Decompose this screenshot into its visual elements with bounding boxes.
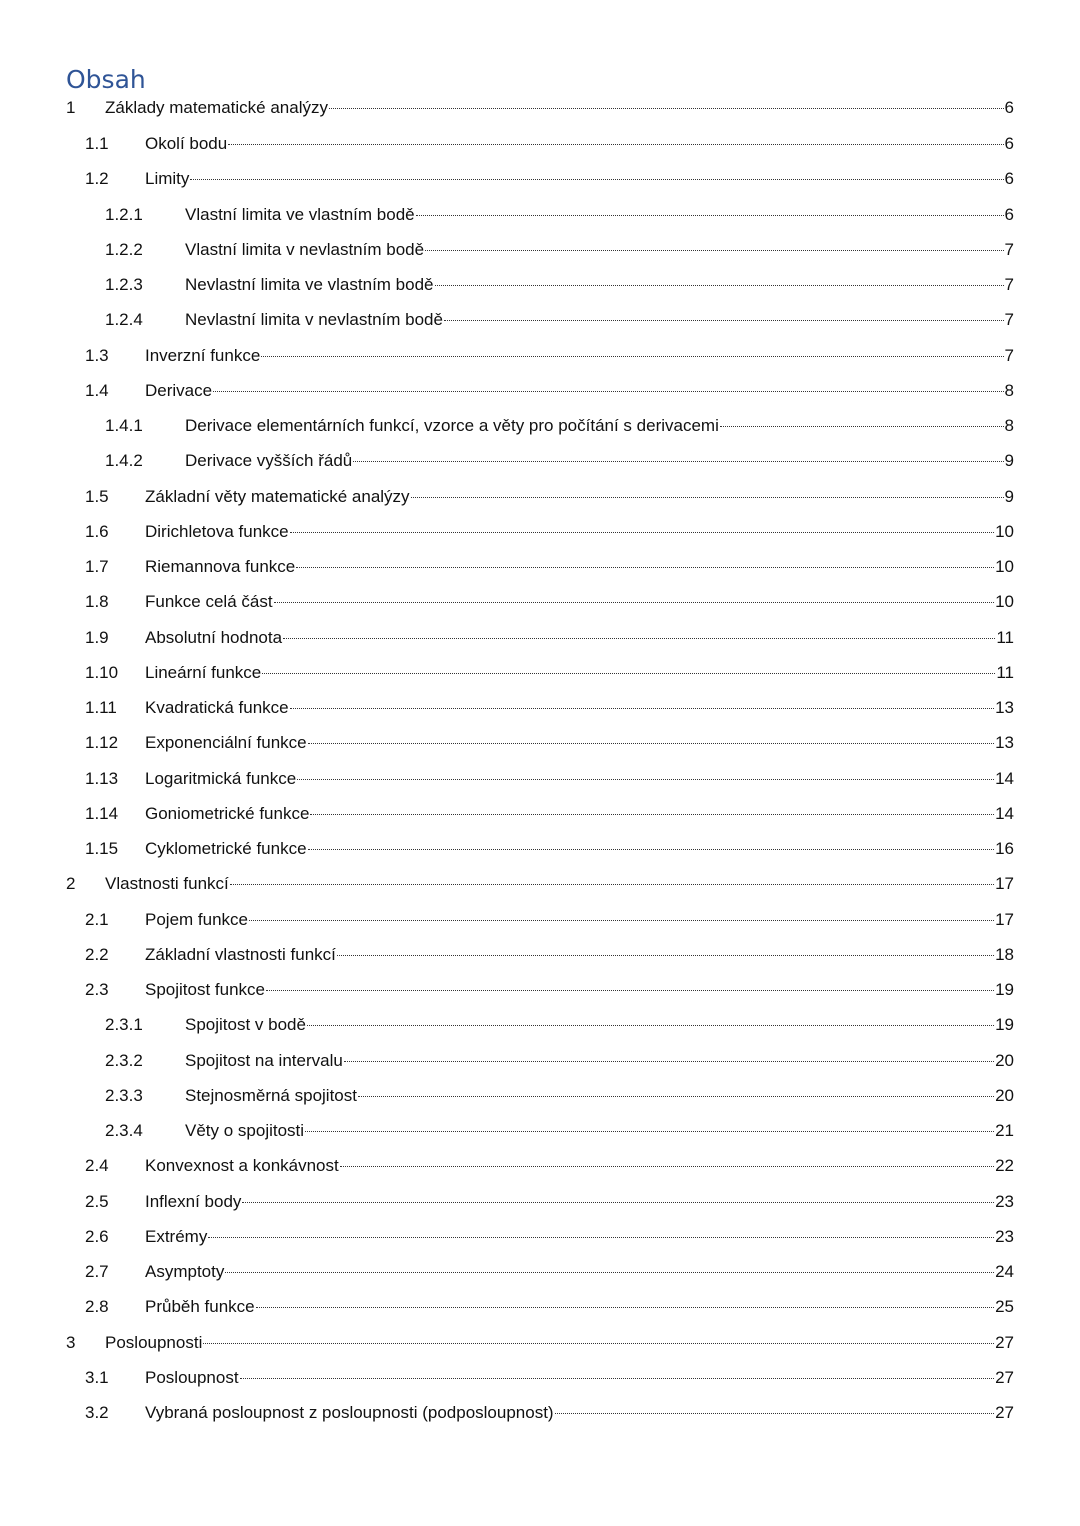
toc-entry-page-number: 17 [995,874,1014,894]
toc-entry-page-number: 6 [1004,204,1014,224]
toc-entry-number: 2.4 [85,1156,109,1176]
toc-entry-2-3-2[interactable] [66,1051,1014,1086]
toc-entry-number: 1.2.2 [105,239,143,259]
toc-entry-number: 1.10 [85,662,119,682]
dot-leader [290,707,994,709]
toc-entry-label: Cyklometrické funkce [145,839,307,858]
toc-entry-label: Vybraná posloupnost z posloupnosti (podposloupnost) [145,1403,554,1422]
dot-leader [353,460,1003,462]
toc-entry-number: 1.2 [85,169,109,189]
toc-entry-1-8[interactable] [66,592,1014,627]
toc-entry-page-number: 20 [995,1050,1014,1070]
toc-entry-page-number: 20 [995,1085,1014,1105]
toc-entry-page-number: 18 [995,944,1014,964]
dot-leader [225,1271,994,1273]
toc-entry-1-2-3[interactable] [66,275,1014,310]
toc-entry-label: Funkce celá část [145,592,273,612]
toc-entry-page-number: 7 [1004,275,1014,294]
toc-entry-number: 1.5 [85,486,109,506]
toc-entry-page-number: 24 [995,1262,1014,1281]
toc-entry-1-3[interactable] [66,346,1014,381]
toc-entry-number: 1.6 [85,521,109,541]
toc-entry-number: 1.4 [85,380,109,400]
toc-entry-page-number: 10 [995,521,1014,541]
dot-leader [308,742,994,744]
dot-leader [274,601,995,603]
toc-entry-page-number: 7 [1004,310,1014,330]
toc-entry-number: 1.13 [85,768,119,788]
toc-entry-page-number: 6 [1004,98,1014,117]
toc-entry-label: Průběh funkce [145,1297,255,1317]
toc-entry-label: Goniometrické funkce [145,803,310,823]
dot-leader [329,107,1004,109]
toc-entry-page-number: 9 [1004,486,1014,506]
toc-entry-1-11[interactable] [66,698,1014,733]
toc-entry-page-number: 6 [1004,134,1014,153]
dot-leader [266,989,994,991]
toc-entry-label: Inverzní funkce [145,345,261,365]
dot-leader [297,778,994,780]
toc-entry-label: Spojitost funkce [145,980,266,999]
toc-entry-label: Derivace elementárních funkcí, vzorce a věty pro počítání s derivacemi [185,416,719,435]
toc-entry-number: 2.8 [85,1297,109,1317]
toc-entry-label: Konvexnost a konkávnost [145,1156,339,1176]
toc-entry-number: 1.4.2 [105,451,143,471]
toc-list [66,98,1014,1438]
toc-entry-label: Posloupnost [145,1367,239,1387]
dot-leader [256,1306,994,1308]
toc-entry-1-4-2[interactable] [66,451,1014,486]
toc-entry-number: 1.11 [85,698,117,717]
dot-leader [340,1165,994,1167]
toc-entry-label: Okolí bodu [145,134,228,153]
toc-entry-label: Derivace [145,380,213,400]
dot-leader [310,813,994,815]
toc-entry-number: 2.3.4 [105,1121,143,1140]
dot-leader [249,919,994,921]
toc-entry-number: 2.3.3 [105,1085,143,1105]
toc-entry-label: Pojem funkce [145,909,248,929]
toc-entry-label: Posloupnosti [105,1332,203,1352]
document-page [66,62,1014,1438]
toc-title: Obsah [66,65,146,94]
toc-entry-label: Limity [145,169,190,189]
toc-entry-2-2[interactable] [66,945,1014,980]
toc-entry-1-1[interactable] [66,134,1014,169]
toc-entry-page-number: 16 [995,839,1014,858]
toc-entry-1-10[interactable] [66,663,1014,698]
toc-entry-page-number: 10 [995,592,1014,612]
toc-entry-label: Asymptoty [145,1262,225,1281]
toc-entry-number: 3.2 [85,1403,109,1422]
toc-entry-1-4-1[interactable] [66,416,1014,451]
toc-entry-page-number: 13 [995,733,1014,753]
toc-entry-label: Inflexní body [145,1191,242,1211]
toc-entry-number: 1.12 [85,733,119,753]
toc-entry-1-5[interactable] [66,487,1014,522]
toc-entry-1-13[interactable] [66,769,1014,804]
dot-leader [190,178,1003,180]
toc-entry-1-7[interactable] [66,557,1014,592]
toc-entry-page-number: 11 [996,662,1014,682]
toc-entry-page-number: 8 [1004,380,1014,400]
toc-entry-page-number: 14 [995,803,1014,823]
dot-leader [208,1236,994,1238]
toc-entry-1-14[interactable] [66,804,1014,839]
toc-entry-2-3-1[interactable] [66,1015,1014,1050]
toc-entry-label: Vlastní limita ve vlastním bodě [185,204,415,224]
dot-leader [203,1342,994,1344]
toc-entry-label: Extrémy [145,1226,208,1246]
toc-entry-1-2-4[interactable] [66,310,1014,345]
dot-leader [308,848,995,850]
toc-entry-number: 2.7 [85,1262,109,1281]
toc-entry-page-number: 27 [995,1403,1014,1422]
toc-entry-1-4[interactable] [66,381,1014,416]
toc-entry-number: 3.1 [85,1367,109,1387]
toc-entry-page-number: 27 [995,1367,1014,1387]
dot-leader [416,214,1004,216]
toc-entry-2-5[interactable] [66,1192,1014,1227]
toc-entry-number: 1.2.3 [105,275,143,294]
toc-entry-1-9[interactable] [66,628,1014,663]
toc-entry-label: Absolutní hodnota [145,627,283,647]
toc-entry-page-number: 14 [995,768,1014,788]
toc-entry-1-2-1[interactable] [66,205,1014,240]
dot-leader [337,954,994,956]
toc-entry-2-3-3[interactable] [66,1086,1014,1121]
toc-entry-page-number: 22 [995,1156,1014,1176]
toc-entry-label: Kvadratická funkce [145,698,289,717]
toc-entry-2-3[interactable] [66,980,1014,1015]
dot-leader [213,390,1003,392]
toc-entry-label: Spojitost v bodě [185,1015,306,1035]
toc-entry-number: 1.4.1 [105,416,143,435]
toc-entry-label: Základy matematické analýzy [105,98,328,117]
dot-leader [262,672,995,674]
dot-leader [240,1377,995,1379]
toc-entry-number: 2.1 [85,909,109,929]
dot-leader [720,425,1004,427]
toc-entry-number: 1.9 [85,627,109,647]
toc-entry-3-2[interactable] [66,1403,1014,1438]
dot-leader [290,531,994,533]
toc-entry-page-number: 13 [995,698,1014,717]
toc-entry-page-number: 10 [995,557,1014,576]
toc-entry-number: 1 [66,98,76,117]
toc-entry-number: 1.2.4 [105,310,143,330]
dot-leader [358,1095,994,1097]
toc-entry-page-number: 17 [995,909,1014,929]
toc-entry-page-number: 7 [1004,345,1014,365]
dot-leader [344,1060,994,1062]
toc-entry-label: Derivace vyšších řádů [185,451,353,471]
toc-entry-page-number: 23 [995,1191,1014,1211]
toc-entry-number: 2 [66,874,76,894]
toc-entry-1[interactable] [66,98,1014,134]
toc-entry-number: 1.8 [85,592,109,612]
toc-entry-label: Nevlastní limita v nevlastním bodě [185,310,443,330]
toc-entry-label: Věty o spojitosti [185,1121,305,1140]
dot-leader [283,637,995,639]
toc-entry-2-7[interactable] [66,1262,1014,1297]
toc-entry-label: Dirichletova funkce [145,521,289,541]
toc-entry-number: 2.3.2 [105,1050,143,1070]
toc-entry-label: Logaritmická funkce [145,768,297,788]
dot-leader [305,1130,994,1132]
dot-leader [411,496,1004,498]
toc-entry-page-number: 9 [1004,451,1014,471]
dot-leader [230,883,994,885]
toc-entry-number: 2.5 [85,1191,109,1211]
dot-leader [555,1412,994,1414]
toc-entry-page-number: 19 [995,980,1014,999]
toc-entry-label: Základní vlastnosti funkcí [145,944,336,964]
toc-entry-label: Stejnosměrná spojitost [185,1085,357,1105]
toc-entry-label: Vlastnosti funkcí [105,874,229,894]
toc-entry-label: Základní věty matematické analýzy [145,486,410,506]
toc-entry-1-15[interactable] [66,839,1014,874]
toc-entry-label: Nevlastní limita ve vlastním bodě [185,275,434,294]
toc-entry-page-number: 7 [1004,239,1014,259]
toc-entry-label: Riemannova funkce [145,557,296,576]
toc-entry-3-1[interactable] [66,1368,1014,1403]
toc-entry-page-number: 11 [996,627,1014,647]
toc-entry-1-6[interactable] [66,522,1014,557]
toc-entry-page-number: 19 [995,1015,1014,1035]
toc-entry-label: Spojitost na intervalu [185,1050,343,1070]
toc-entry-2-1[interactable] [66,910,1014,945]
dot-leader [435,284,1004,286]
toc-entry-number: 2.2 [85,944,109,964]
dot-leader [425,249,1003,251]
toc-entry-number: 1.14 [85,803,119,823]
dot-leader [444,319,1004,321]
dot-leader [296,566,994,568]
toc-entry-page-number: 25 [995,1297,1014,1317]
toc-entry-2-8[interactable] [66,1297,1014,1332]
toc-entry-1-2-2[interactable] [66,240,1014,275]
toc-entry-number: 1.7 [85,557,109,576]
toc-entry-number: 1.2.1 [105,204,143,224]
toc-entry-number: 1.1 [85,134,109,153]
dot-leader [228,143,1003,145]
toc-entry-number: 2.6 [85,1226,109,1246]
toc-entry-page-number: 27 [995,1332,1014,1352]
toc-entry-page-number: 6 [1004,169,1014,189]
toc-entry-number: 3 [66,1332,76,1352]
toc-entry-label: Vlastní limita v nevlastním bodě [185,239,425,259]
toc-entry-page-number: 21 [995,1121,1014,1140]
toc-entry-number: 1.3 [85,345,109,365]
toc-entry-2-6[interactable] [66,1227,1014,1262]
toc-entry-page-number: 23 [995,1226,1014,1246]
toc-entry-3[interactable] [66,1333,1014,1368]
toc-entry-number: 2.3.1 [105,1015,143,1035]
dot-leader [261,355,1003,357]
toc-entry-2-3-4[interactable] [66,1121,1014,1156]
toc-entry-2-4[interactable] [66,1156,1014,1191]
toc-entry-label: Exponenciální funkce [145,733,307,753]
toc-entry-number: 2.3 [85,980,109,999]
toc-entry-1-12[interactable] [66,733,1014,768]
dot-leader [307,1024,994,1026]
toc-entry-page-number: 8 [1004,416,1014,435]
toc-entry-2[interactable] [66,874,1014,909]
dot-leader [242,1201,994,1203]
toc-entry-number: 1.15 [85,839,119,858]
toc-entry-1-2[interactable] [66,169,1014,204]
toc-entry-label: Lineární funkce [145,662,262,682]
